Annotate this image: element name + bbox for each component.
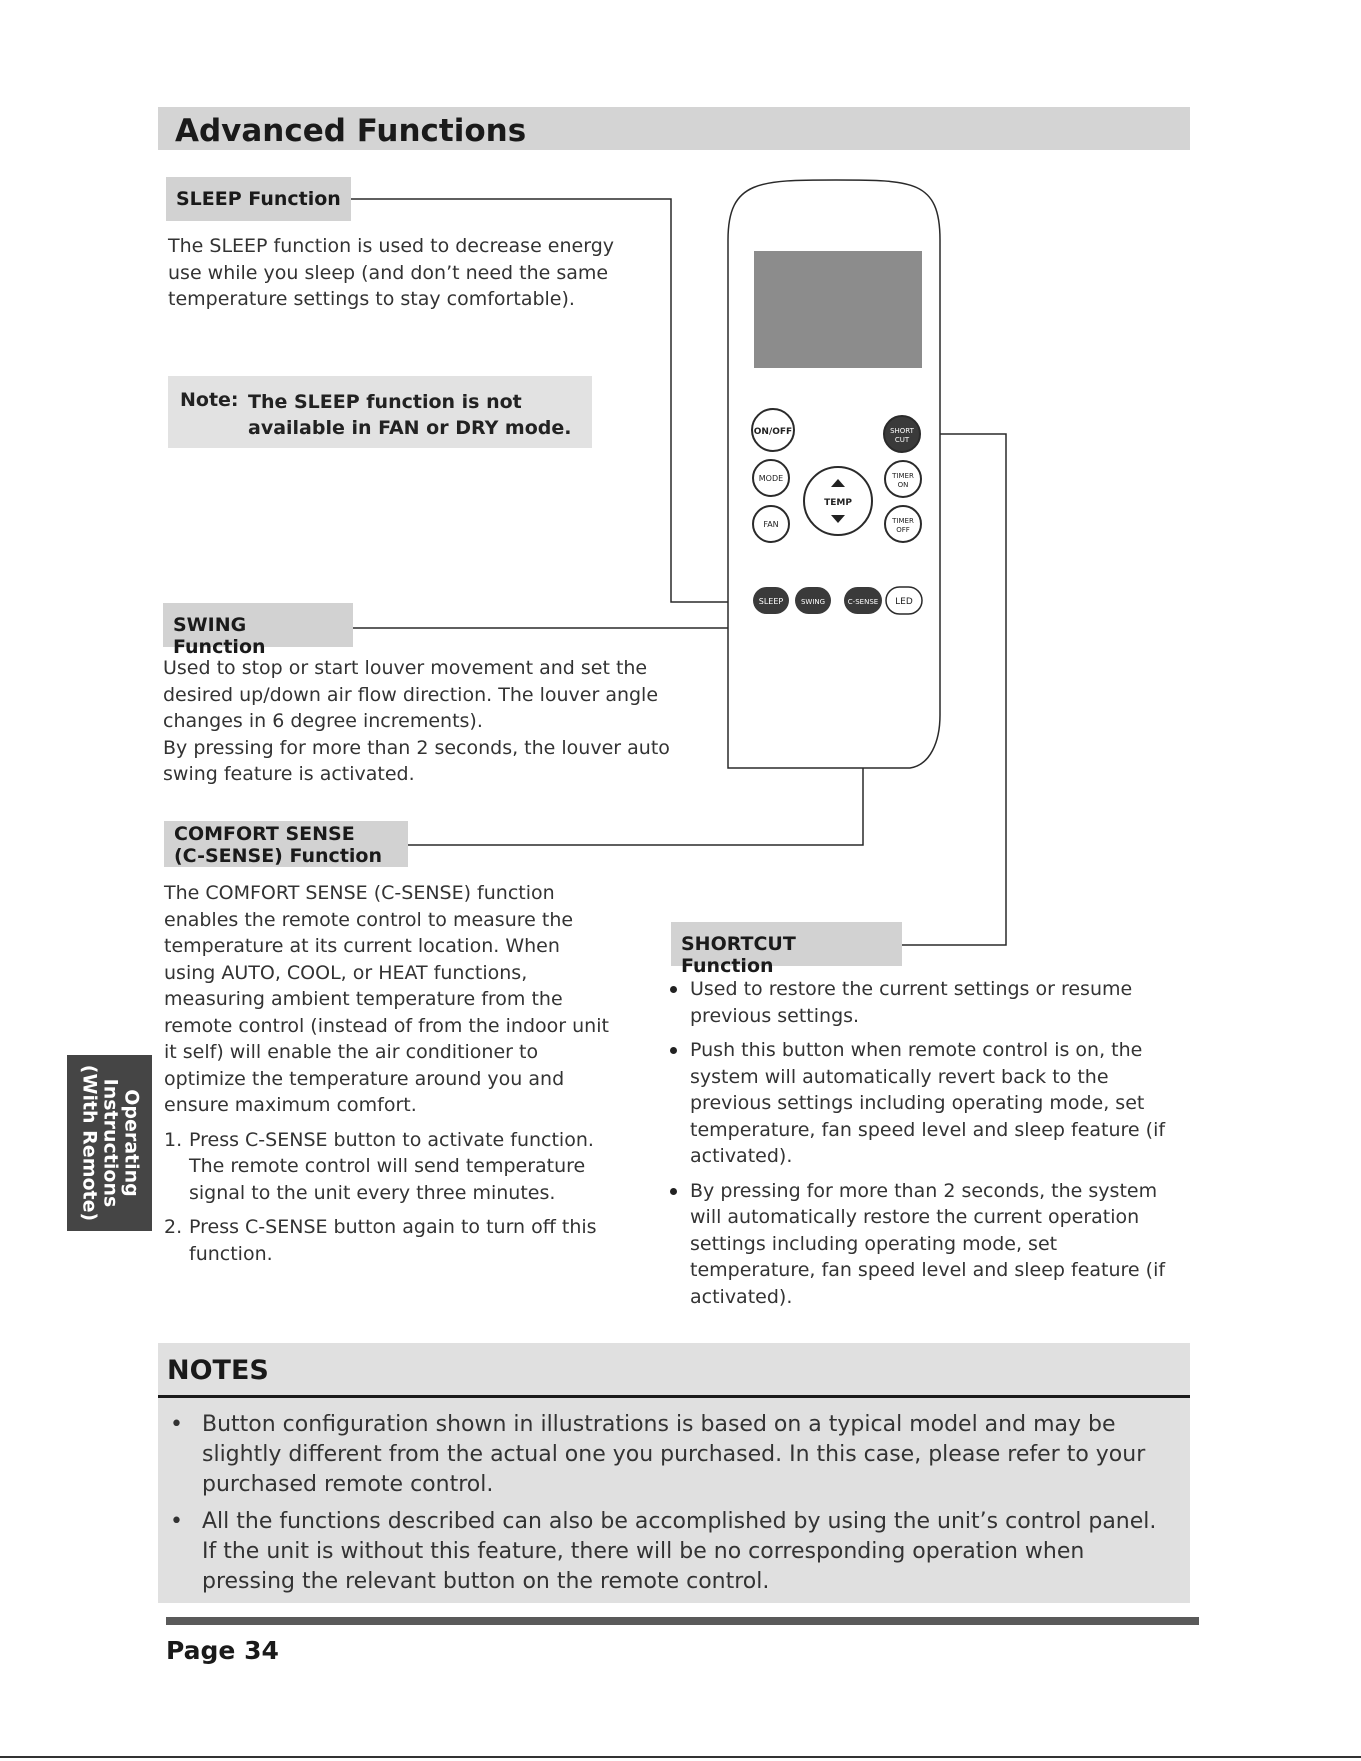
svg-text:LED: LED	[895, 597, 913, 607]
remote-screen	[754, 251, 922, 368]
notes-list	[158, 1410, 1168, 1604]
swing-body-2: By pressing for more than 2 seconds, the louver auto swing feature is activated.	[163, 736, 670, 785]
swing-body	[163, 655, 693, 788]
csense-heading-line2: (C-SENSE) Function	[174, 845, 382, 867]
svg-text:C-SENSE: C-SENSE	[847, 598, 879, 606]
shortcut-bullet: Push this button when remote control is on, the system will automatically revert back to the previous settings including operating mode, set temperature, fan speed level and sleep feature (if activated).	[666, 1037, 1186, 1170]
shortcut-body	[666, 976, 1186, 1318]
shortcut-bullet: By pressing for more than 2 seconds, the system will automatically restore the current operation settings including operating mode, set temperature, fan speed level and sleep feature (if activated).	[666, 1178, 1186, 1311]
csense-body-block	[164, 880, 614, 1275]
svg-text:OFF: OFF	[896, 526, 910, 534]
svg-text:TEMP: TEMP	[824, 498, 852, 508]
side-tab	[67, 1055, 152, 1231]
svg-text:SHORT: SHORT	[890, 427, 914, 435]
notes-item: • All the functions described can also be accomplished by using the unit’s control panel. If the unit is without this feature, there will be no corresponding operation when pressing the relevant button on the remote control.	[158, 1507, 1168, 1597]
csense-step: 2. Press C-SENSE button again to turn off this function.	[164, 1216, 597, 1265]
fan-button[interactable]	[753, 506, 789, 542]
notes-box	[158, 1343, 1190, 1603]
side-tab-label: Operating Instructions (With Remote)	[78, 1064, 142, 1222]
shortcut-heading-text: SHORTCUT Function	[681, 933, 796, 977]
csense-step: 1. Press C-SENSE button to activate function. The remote control will send temperature signal to the unit every three minutes.	[164, 1128, 594, 1204]
sleep-heading-text: SLEEP Function	[176, 188, 341, 210]
swing-body-1: Used to stop or start louver movement and set the desired up/down air flow direction. The louver angle changes in 6 degree increments).	[163, 657, 659, 732]
page-title: Advanced Functions	[175, 113, 527, 149]
svg-text:FAN: FAN	[763, 520, 779, 529]
onoff-button[interactable]	[752, 409, 794, 451]
notes-title: NOTES	[167, 1355, 269, 1386]
svg-text:ON: ON	[897, 481, 909, 489]
shortcut-button[interactable]	[884, 416, 920, 452]
sleep-body: The SLEEP function is used to decrease energy use while you sleep (and don’t need the same temperature settings to stay comfortable).	[168, 235, 614, 310]
svg-text:SLEEP: SLEEP	[758, 597, 784, 606]
timer-on-button[interactable]	[885, 461, 921, 497]
svg-text:TIMER: TIMER	[892, 472, 914, 480]
svg-text:ON/OFF: ON/OFF	[753, 427, 793, 437]
page-number: Page 34	[166, 1636, 279, 1665]
csense-heading	[164, 821, 408, 867]
sleep-note	[168, 376, 592, 448]
note-label: Note:	[180, 389, 239, 411]
swing-heading-text: SWING Function	[173, 614, 266, 658]
sleep-heading	[166, 177, 351, 221]
svg-text:MODE: MODE	[758, 474, 784, 483]
shortcut-heading	[671, 922, 902, 977]
swing-button[interactable]	[795, 587, 831, 614]
csense-button[interactable]	[844, 587, 882, 614]
svg-text:CUT: CUT	[894, 436, 910, 444]
svg-text:SWING: SWING	[800, 598, 826, 606]
shortcut-bullets	[666, 976, 1186, 1310]
csense-heading-line1: COMFORT SENSE	[174, 823, 355, 845]
shortcut-bullet: Used to restore the current settings or resume previous settings.	[666, 976, 1186, 1029]
csense-steps	[164, 1127, 614, 1268]
led-button[interactable]	[886, 587, 922, 614]
footer-divider	[166, 1617, 1199, 1625]
mode-button[interactable]	[753, 460, 789, 496]
sleep-button[interactable]	[753, 587, 789, 614]
swing-heading	[163, 603, 353, 658]
notes-item: • Button configuration shown in illustrations is based on a typical model and may be slightly different from the actual one you purchased. In this case, please refer to your purchased remote control.	[158, 1410, 1168, 1500]
note-text: The SLEEP function is not available in FAN or DRY mode.	[248, 391, 572, 439]
svg-text:TIMER: TIMER	[892, 517, 914, 525]
notes-divider	[158, 1395, 1190, 1398]
temp-button[interactable]	[804, 467, 872, 535]
csense-body: The COMFORT SENSE (C-SENSE) function enables the remote control to measure the temperature at its current location. When using AUTO, COOL, or HEAT functions, measuring ambient temperature from the remote control (instead of from the indoor unit it self) will enable the air conditioner to optimize the temperature around you and ensure maximum comfort.	[164, 882, 609, 1116]
page-bottom-edge	[0, 1756, 1361, 1758]
timer-off-button[interactable]	[885, 506, 921, 542]
